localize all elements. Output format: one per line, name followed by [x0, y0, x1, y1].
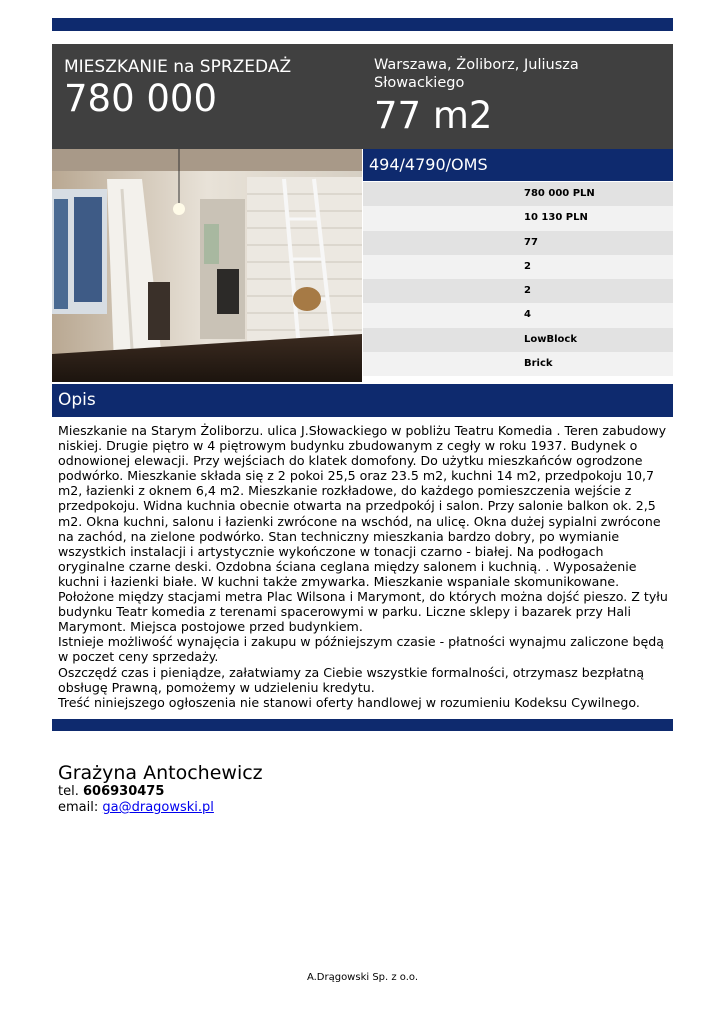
description-heading: Opis — [52, 384, 673, 417]
param-value: 4 — [524, 309, 531, 321]
listing-location: Warszawa, Żoliborz, Juliusza Słowackiego — [374, 57, 579, 91]
param-row — [363, 279, 673, 303]
param-row — [363, 231, 673, 255]
agent-phone — [58, 784, 164, 799]
param-value: 2 — [524, 260, 531, 272]
param-row — [363, 352, 673, 376]
company-footer: A.Drągowski Sp. z o.o. — [306, 972, 419, 983]
agent-name: Grażyna Antochewicz — [58, 762, 263, 784]
description-paragraph: Oszczędź czas i pieniądze, załatwiamy za Ciebie wszystkie formalności, otrzymasz bezpłatną obsługę Prawną, pomożemy w udzieleniu kredytu. — [58, 664, 645, 695]
email-label: email: — [58, 800, 99, 815]
param-row — [363, 328, 673, 352]
listing-type: MIESZKANIE na SPRZEDAŻ — [64, 57, 292, 77]
email-link[interactable]: ga@dragowski.pl — [102, 800, 214, 815]
param-row — [363, 255, 673, 279]
listing-area: 77 m2 — [374, 94, 493, 137]
param-row — [363, 206, 673, 230]
agent-email — [58, 800, 214, 815]
top-accent-bar — [52, 18, 673, 31]
apartment-photo — [52, 149, 362, 382]
parameters-table — [363, 182, 673, 376]
description-paragraph: Treść niniejszego ogłoszenia nie stanowi oferty handlowej w rozumieniu Kodeksu Cywilnego. — [58, 694, 640, 710]
param-row — [363, 303, 673, 327]
listing-price: 780 000 — [64, 77, 218, 120]
listing-header — [52, 44, 673, 149]
phone-label: tel. — [58, 784, 79, 799]
description-text — [58, 423, 670, 710]
offer-id: 494/4790/OMS — [363, 149, 673, 181]
param-value: Brick — [524, 358, 553, 370]
param-value: 2 — [524, 285, 531, 297]
description-paragraph: Mieszkanie na Starym Żoliborzu. ulica J.Słowackiego w pobliżu Teatru Komedia . Teren zabudowy niskiej. Drugie piętro w 4 piętrowym budynku zbudowanym z cegły w roku 1937. Budynek o odnowionej elewacji. Przy wejściach do klatek domofony. Do użytku mieszkańców ogrodzone podwórko. Mieszkanie składa się z 2 pokoi 25,5 oraz 23.5 m2, kuchni 14 m2, przedpokoju 10,7 m2, łazienki z oknem 6,4 m2. Mieszkanie rozkładowe, do każdego pomieszczenia wejście z przedpokoju. Widna kuchnia obecnie otwarta na przedpokój i salon. Przy salonie balkon ok. 2,5 m2. Okna kuchni, salonu i łazienki zwrócone na wschód, na ulicę. Okna dużej sypialni zwrócone na zachód, na zielone podwórko. Stan techniczny mieszkania bardzo dobry, po wymianie wszystkich instalacji i artystycznie wykończone w tonacji czarno - białej. Na podłogach oryginalne czarne deski. Ozdobna ściana ceglana między salonem i kuchnią. . Wyposażenie kuchni i łazienki białe. W kuchni także zmywarka. Mieszkanie wspaniale skomunikowane. Położone między stacjami metra Plac Wilsona i Marymont, do których można dojść pieszo. Z tyłu budynku Teatr komedia z terenami spacerowymi w parku. Liczne sklepy i bazarek przy Hali Marymont. Miejsca postojowe przed budynkiem. — [58, 423, 668, 635]
param-row — [363, 182, 673, 206]
phone-number[interactable]: 606930475 — [82, 784, 165, 799]
param-value: 10 130 PLN — [524, 212, 588, 224]
description-paragraph: Istnieje możliwość wynajęcia i zakupu w późniejszym czasie - płatności wynajmu zaliczone będą w poczet ceny sprzedaży. — [58, 634, 665, 665]
section-divider-bar — [52, 719, 673, 731]
param-value: LowBlock — [524, 333, 577, 345]
param-value: 77 — [524, 236, 538, 248]
param-value: 780 000 PLN — [524, 188, 595, 199]
